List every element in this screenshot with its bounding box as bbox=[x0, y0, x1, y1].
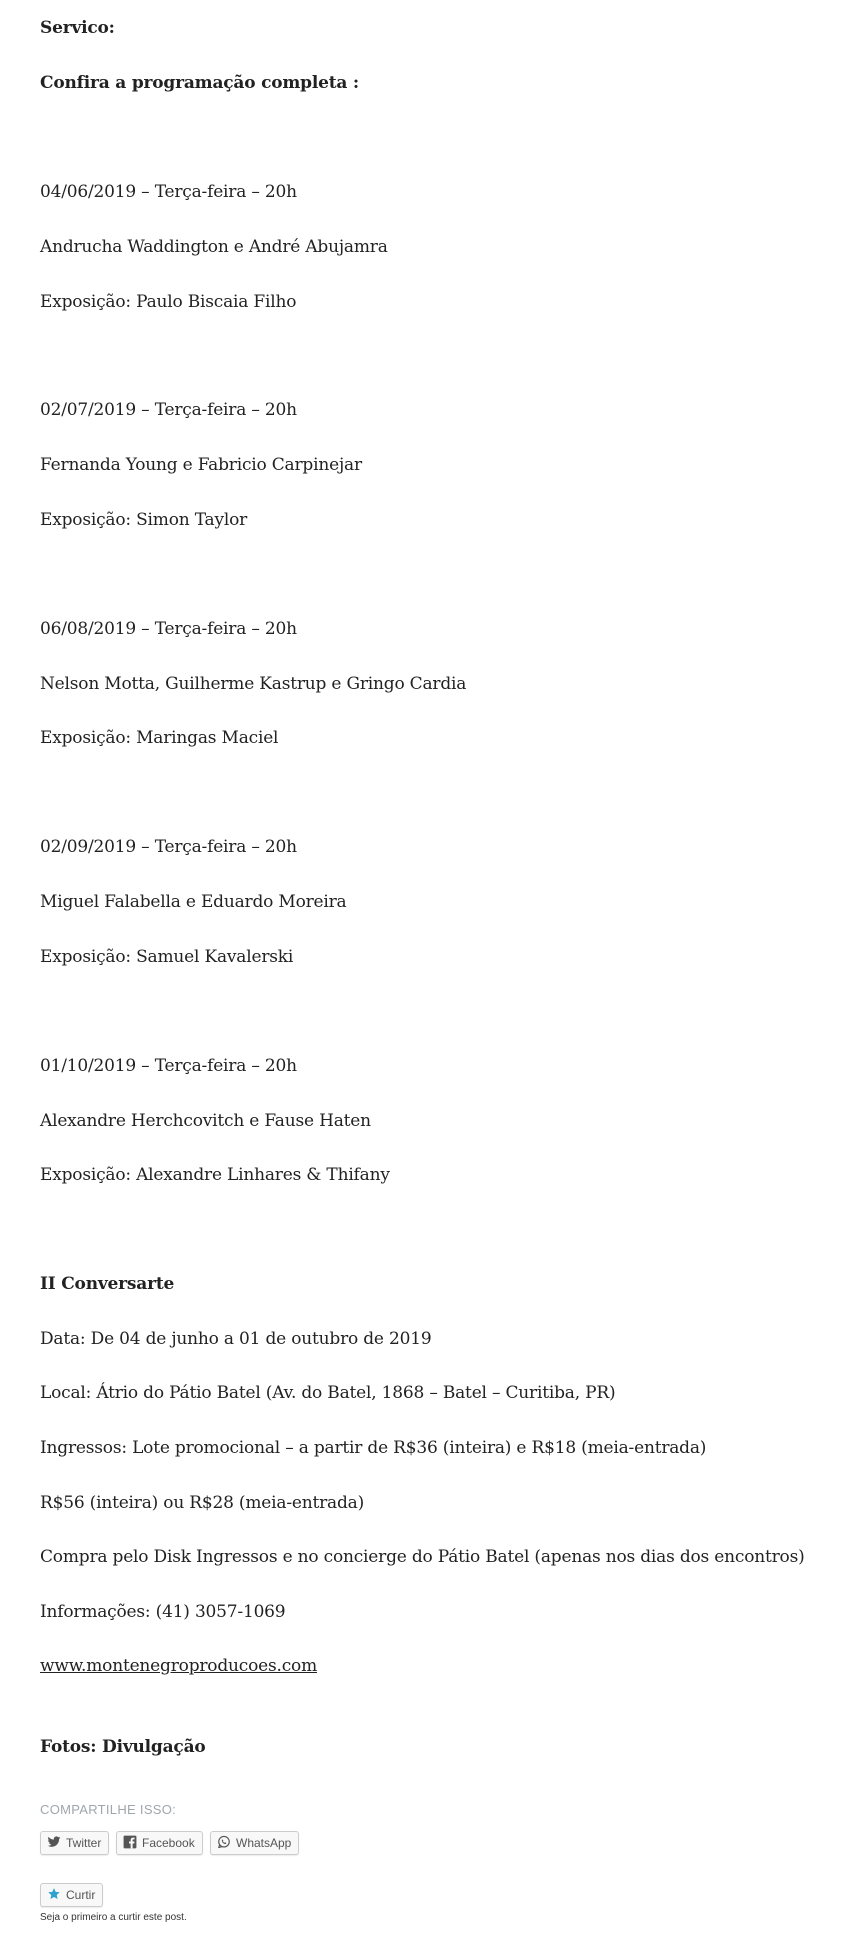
share-label: COMPARTILHE ISSO: bbox=[40, 1802, 177, 1817]
servico-heading: Servico: bbox=[40, 18, 115, 38]
event-1-guests: Andrucha Waddington e André Abujamra bbox=[40, 237, 388, 257]
event-3-date: 06/08/2019 – Terça-feira – 20h bbox=[40, 619, 297, 639]
event-4-date: 02/09/2019 – Terça-feira – 20h bbox=[40, 837, 297, 857]
star-icon bbox=[47, 1887, 61, 1904]
event-5-date: 01/10/2019 – Terça-feira – 20h bbox=[40, 1056, 297, 1076]
like-button[interactable] bbox=[40, 1883, 103, 1907]
photo-credit: Fotos: Divulgação bbox=[40, 1737, 206, 1757]
like-note: Seja o primeiro a curtir este post. bbox=[40, 1912, 187, 1923]
info-compra: Compra pelo Disk Ingressos e no concierge do Pátio Batel (apenas nos dias dos encontros) bbox=[40, 1547, 805, 1567]
facebook-icon bbox=[123, 1835, 137, 1852]
whatsapp-icon bbox=[217, 1835, 231, 1852]
info-phone: Informações: (41) 3057-1069 bbox=[40, 1602, 286, 1622]
event-3-exhibit: Exposição: Maringas Maciel bbox=[40, 728, 279, 748]
event-4-exhibit: Exposição: Samuel Kavalerski bbox=[40, 947, 294, 967]
facebook-share-label: Facebook bbox=[142, 1836, 195, 1850]
twitter-icon bbox=[47, 1835, 61, 1852]
whatsapp-share-button[interactable] bbox=[210, 1831, 299, 1855]
event-1-date: 04/06/2019 – Terça-feira – 20h bbox=[40, 182, 297, 202]
event-2-exhibit: Exposição: Simon Taylor bbox=[40, 510, 248, 530]
event-3-guests: Nelson Motta, Guilherme Kastrup e Gringo Cardia bbox=[40, 674, 467, 694]
twitter-share-button[interactable] bbox=[40, 1831, 109, 1855]
event-1-exhibit: Exposição: Paulo Biscaia Filho bbox=[40, 292, 297, 312]
like-button-label: Curtir bbox=[66, 1888, 96, 1902]
facebook-share-button[interactable] bbox=[116, 1831, 203, 1855]
event-5-exhibit: Exposição: Alexandre Linhares & Thifany bbox=[40, 1165, 390, 1185]
info-date: Data: De 04 de junho a 01 de outubro de 2019 bbox=[40, 1329, 432, 1349]
event-2-date: 02/07/2019 – Terça-feira – 20h bbox=[40, 400, 297, 420]
website-paragraph bbox=[40, 1654, 317, 1678]
event-4-guests: Miguel Falabella e Eduardo Moreira bbox=[40, 892, 347, 912]
info-ingressos: Ingressos: Lote promocional – a partir de R$36 (inteira) e R$18 (meia-entrada) bbox=[40, 1438, 707, 1458]
info-prices: R$56 (inteira) ou R$28 (meia-entrada) bbox=[40, 1493, 365, 1513]
info-local: Local: Átrio do Pátio Batel (Av. do Batel, 1868 – Batel – Curitiba, PR) bbox=[40, 1383, 616, 1403]
info-title: II Conversarte bbox=[40, 1274, 175, 1294]
event-5-guests: Alexandre Herchcovitch e Fause Haten bbox=[40, 1111, 371, 1131]
website-link[interactable]: www.montenegroproducoes.com bbox=[40, 1656, 317, 1676]
whatsapp-share-label: WhatsApp bbox=[236, 1836, 292, 1850]
twitter-share-label: Twitter bbox=[66, 1836, 102, 1850]
programacao-heading: Confira a programação completa : bbox=[40, 73, 359, 93]
event-2-guests: Fernanda Young e Fabricio Carpinejar bbox=[40, 455, 362, 475]
